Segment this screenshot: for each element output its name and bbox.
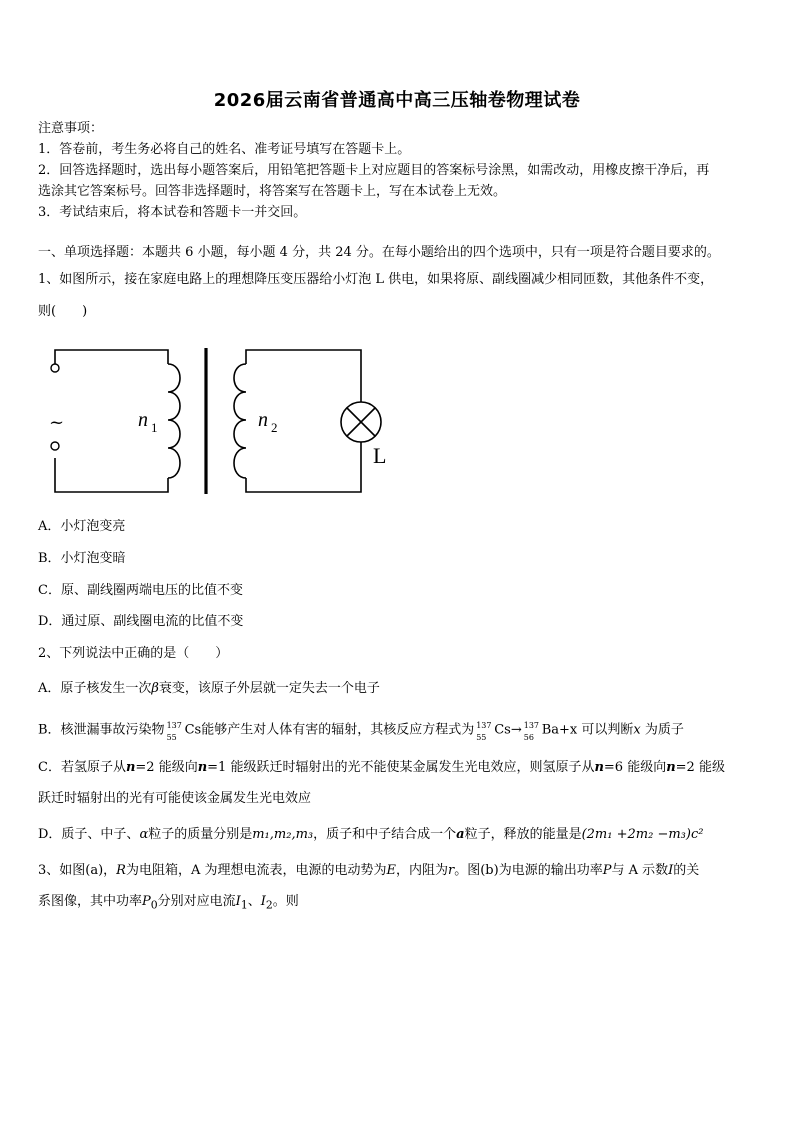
q1-stem: 1、如图所示，接在家庭电路上的理想降压变压器给小灯泡 L 供电，如果将原、副线圈减少相同匝数，其他条件不变，	[38, 272, 714, 287]
x-variable: x	[633, 722, 641, 738]
secondary-bottom-wire	[246, 442, 361, 492]
ba-mass-number: 137	[523, 721, 540, 730]
q3-2a: 系图像，其中功率	[38, 894, 143, 909]
q3-stem	[38, 863, 699, 879]
i2-sub: 2	[265, 898, 273, 912]
q3-d: 。图(b)为电源的输出功率	[454, 863, 603, 878]
n-var-4: n	[666, 760, 676, 775]
q2-b-post-b: 为质子	[644, 722, 684, 738]
n2-label: n	[258, 409, 268, 431]
q2-a-post: 衰变，该原子外层就一定失去一个电子	[158, 681, 380, 696]
q2-c-a: C．若氢原子从	[38, 760, 126, 775]
secondary-top-wire	[246, 350, 361, 402]
q2-c-c: =1 能级跃迁时辐射出的光不能使某金属发生光电效应，则氢原子从	[207, 760, 595, 775]
q2-c-d: =6 能级向	[603, 760, 667, 775]
q2-d-mid2: ，质子和中子结合成一个	[313, 827, 457, 842]
notice-item-3: 3．考试结束后，将本试卷和答题卡一并交回。	[38, 205, 307, 220]
ba-nuclide	[522, 721, 542, 742]
ac-source-symbol: ~	[49, 412, 65, 433]
q2-option-b	[38, 721, 684, 742]
r-internal-var: r	[448, 863, 455, 878]
q2-b-post-a: 可以判断	[581, 722, 634, 738]
q1-option-d: D．通过原、副线圈电流的比值不变	[38, 614, 244, 629]
primary-coil	[168, 364, 180, 478]
beta-symbol: β	[151, 681, 159, 696]
n1-subscript: 1	[151, 420, 158, 435]
n-var-1: n	[125, 760, 136, 775]
transformer-circuit-diagram	[38, 338, 398, 503]
terminal-top	[51, 364, 59, 372]
q3-c: ，内阻为	[396, 863, 449, 878]
i1-var: I	[235, 894, 241, 909]
q2-option-c	[38, 760, 725, 776]
q3-a: 3、如图(a)，	[38, 863, 117, 878]
notice-item-2: 2．回答选择题时，选出每小题答案后，用铅笔把答题卡上对应题目的答案标号涂黑，如需改动，用橡皮擦干净后，再	[38, 163, 710, 178]
q3-2d: 。则	[272, 894, 299, 909]
energy-formula: (2m₁ +2m₂ −m₃)c²	[581, 827, 704, 842]
q3-2b: 分别对应电流	[157, 894, 236, 909]
mass-variables: m₁,m₂,m₃	[252, 827, 314, 842]
page-title: 2026届云南省普通高中高三压轴卷物理试卷	[213, 90, 581, 111]
cs-mass-number-2: 137	[476, 721, 492, 730]
cs-symbol-2: Cs	[494, 722, 511, 738]
q3-stem-cont	[38, 894, 299, 914]
notice-item-1: 1．答卷前，考生务必将自己的姓名、准考证号填写在答题卡上。	[38, 142, 411, 157]
lamp-label: L	[373, 443, 387, 468]
p-power-var: P	[602, 863, 612, 878]
cs-atomic-number-2: 55	[476, 733, 487, 742]
q2-d-pre: D．质子、中子、	[38, 827, 140, 842]
q1-option-a: A．小灯泡变亮	[38, 519, 126, 534]
notice-item-2-cont: 选涂其它答案标号。回答非选择题时，将答案写在答题卡上，写在本试卷上无效。	[38, 184, 507, 199]
section-heading: 一、单项选择题：本题共 6 小题，每小题 4 分，共 24 分。在每小题给出的四个选项中，只有一项是符合题目要求的。	[38, 245, 720, 260]
n1-label: n	[138, 409, 148, 431]
ba-symbol: Ba+x	[541, 722, 578, 738]
q2-c-b: =2 能级向	[135, 760, 198, 775]
r-resistor-var: R	[116, 863, 126, 878]
q1-option-b: B．小灯泡变暗	[38, 551, 126, 566]
e-emf-var: E	[386, 863, 396, 878]
q2-option-a	[38, 681, 380, 697]
reaction-arrow: →	[510, 722, 522, 738]
q3-b: 为电阻箱，A 为理想电流表，电源的电动势为	[125, 863, 387, 878]
n-var-3: n	[594, 760, 604, 775]
i2-var: I	[260, 894, 266, 909]
q2-b-pre: B．核泄漏事故污染物	[38, 722, 165, 738]
terminal-bottom	[51, 442, 59, 450]
q1-stem-cont: 则( )	[38, 304, 88, 319]
a-particle-symbol: a	[456, 827, 465, 842]
q1-option-c: C．原、副线圈两端电压的比值不变	[38, 583, 243, 598]
q3-f: 的关	[673, 863, 700, 878]
cs-nuclide	[165, 721, 185, 742]
n2-subscript: 2	[271, 420, 278, 435]
notice-heading: 注意事项：	[38, 121, 104, 136]
q3-2c: 、	[247, 894, 261, 909]
secondary-coil	[234, 364, 246, 478]
cs-atomic-number: 55	[166, 733, 177, 742]
q2-b-mid: 能够产生对人体有害的辐射，其核反应方程式为	[201, 722, 475, 738]
q2-d-mid3: 粒子，释放的能量是	[464, 827, 582, 842]
primary-top-wire	[55, 350, 168, 364]
q2-d-mid: 粒子的质量分别是	[148, 827, 253, 842]
q2-stem: 2、下列说法中正确的是（ ）	[38, 646, 229, 661]
n-var-2: n	[197, 760, 208, 775]
primary-bottom-wire	[55, 458, 168, 492]
q3-e: 与 A 示数	[611, 863, 669, 878]
i-current-var: I	[668, 863, 674, 878]
q2-c-e: =2 能级	[675, 760, 725, 775]
q2-option-c-cont: 跃迁时辐射出的光有可能使该金属发生光电效应	[38, 791, 312, 806]
alpha-symbol: α	[139, 827, 149, 842]
cs-nuclide-2	[474, 721, 494, 742]
cs-symbol: Cs	[184, 722, 202, 738]
q2-option-d	[38, 827, 703, 843]
ba-atomic-number: 56	[523, 733, 534, 742]
cs-mass-number: 137	[166, 721, 182, 730]
p0-var: P	[142, 894, 151, 909]
q2-a-pre: A．原子核发生一次	[38, 681, 152, 696]
p0-sub: 0	[150, 898, 158, 912]
i1-sub: 1	[240, 898, 248, 912]
